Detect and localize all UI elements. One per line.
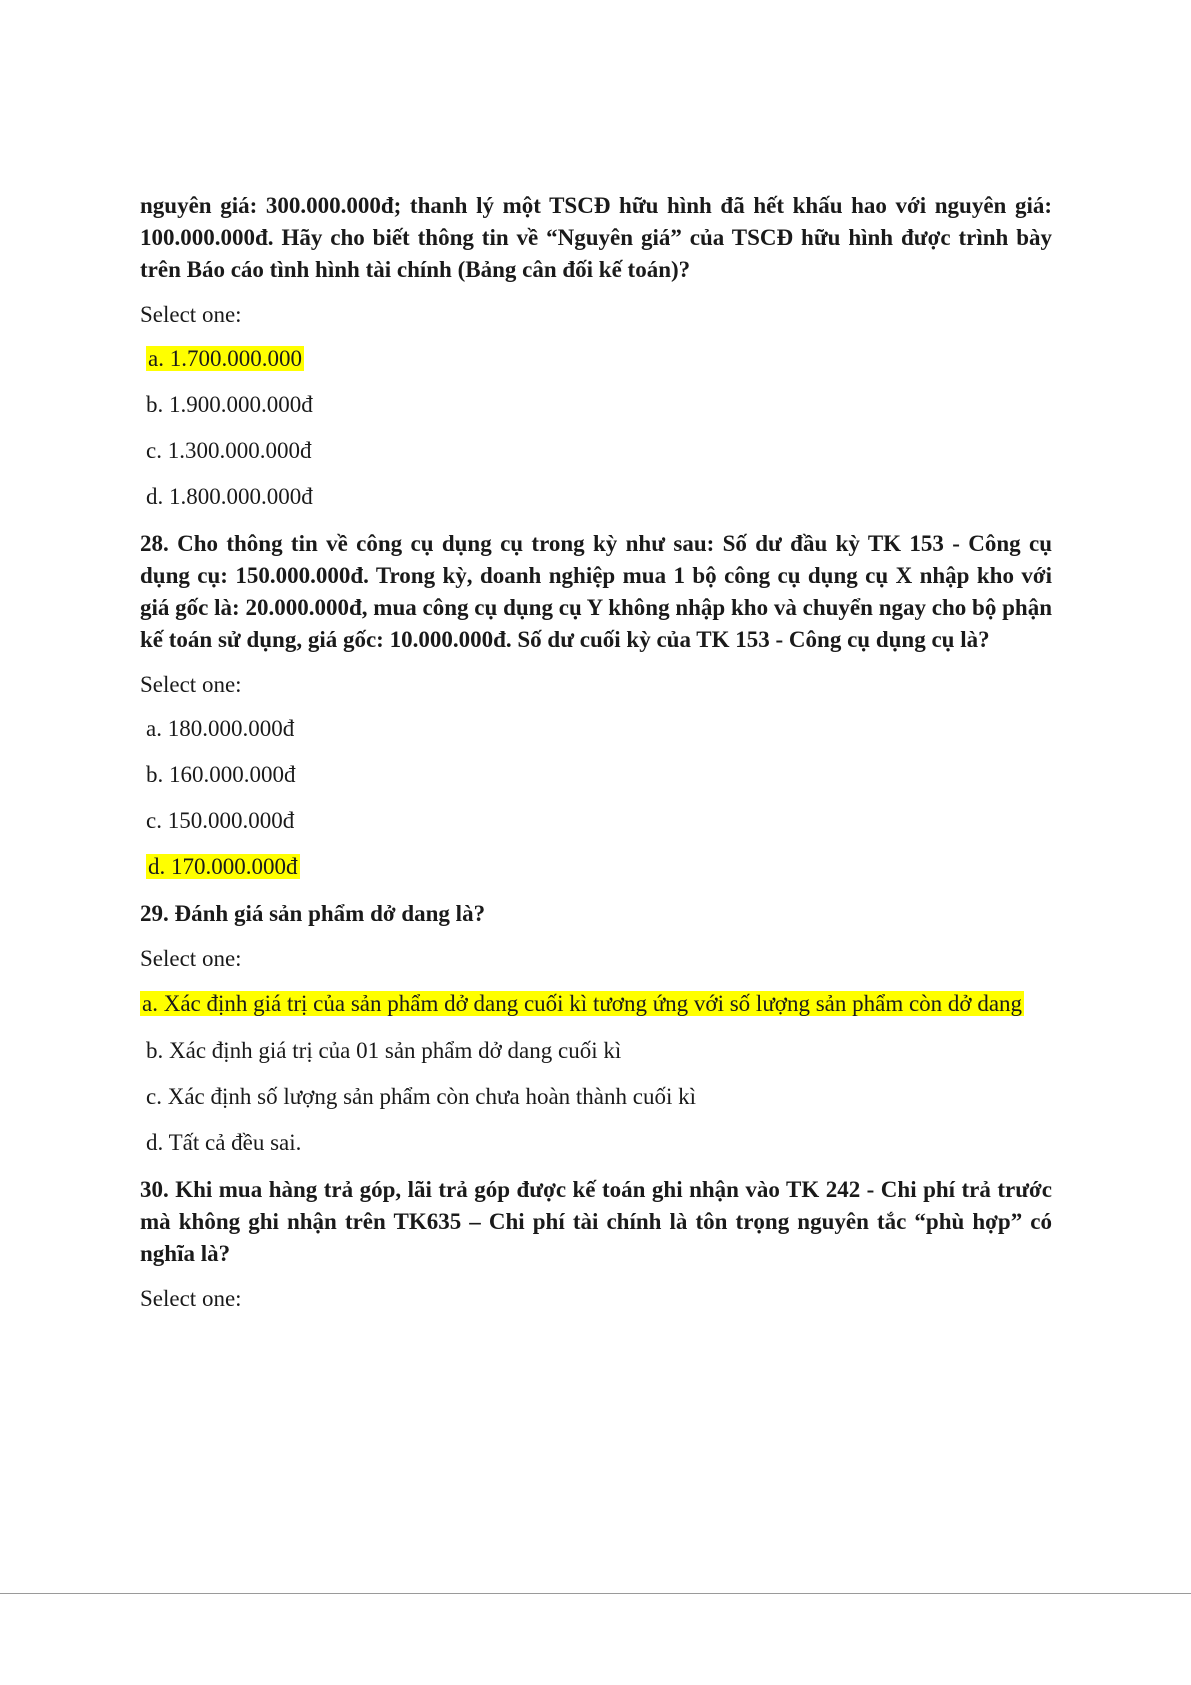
question-28: 28. Cho thông tin về công cụ dụng cụ trong kỳ như sau: Số dư đầu kỳ TK 153 - Công cụ dụng cụ: 150.000.000đ. Trong kỳ, doanh nghiệp mua 1 bộ công cụ dụng cụ X nhập kho với giá gốc là: 20.000.000đ, mua công cụ dụng cụ Y không nhập kho và chuyển ngay cho bộ phận kế toán sử dụng, giá gốc: 10.000.000đ. Số dư cuối kỳ của TK 153 - Công cụ dụng cụ là? [140, 531, 1052, 652]
question-29: 29. Đánh giá sản phẩm dở dang là? [140, 901, 486, 926]
select-one-label: Select one: [140, 946, 242, 971]
select-one-label: Select one: [140, 672, 242, 697]
page-content [140, 190, 1052, 1328]
q29-option-b[interactable]: b. Xác định giá trị của 01 sản phẩm dở dang cuối kì [146, 1038, 622, 1063]
select-one-label: Select one: [140, 1286, 242, 1311]
question-30: 30. Khi mua hàng trả góp, lãi trả góp được kế toán ghi nhận vào TK 242 - Chi phí trả trước mà không ghi nhận trên TK635 – Chi phí tài chính là tôn trọng nguyên tắc “phù hợp” có nghĩa là? [140, 1177, 1052, 1266]
q27-option-a[interactable] [146, 344, 1052, 374]
q27-option-c[interactable]: c. 1.300.000.000đ [146, 438, 312, 463]
answer-highlight: a. 1.700.000.000 [148, 346, 302, 371]
q27-option-b[interactable]: b. 1.900.000.000đ [146, 392, 313, 417]
q28-option-d[interactable] [146, 852, 1052, 882]
select-one-label: Select one: [140, 302, 242, 327]
q29-option-c[interactable]: c. Xác định số lượng sản phẩm còn chưa hoàn thành cuối kì [146, 1084, 696, 1109]
q28-option-c[interactable]: c. 150.000.000đ [146, 808, 295, 833]
q27-option-d[interactable]: d. 1.800.000.000đ [146, 484, 313, 509]
answer-highlight: a. Xác định giá trị của sản phẩm dở dang cuối kì tương ứng với số lượng sản phẩm còn dở dang [142, 991, 1023, 1016]
footer-divider [0, 1593, 1191, 1594]
q29-option-a[interactable] [140, 988, 1052, 1020]
q29-option-d[interactable]: d. Tất cả đều sai. [146, 1130, 302, 1155]
question-27-continued: nguyên giá: 300.000.000đ; thanh lý một TSCĐ hữu hình đã hết khấu hao với nguyên giá: 100.000.000đ. Hãy cho biết thông tin về “Nguyên giá” của TSCĐ hữu hình được trình bày trên Báo cáo tình hình tài chính (Bảng cân đối kế toán)? [140, 193, 1052, 282]
answer-highlight: d. 170.000.000đ [148, 854, 298, 879]
q28-option-b[interactable]: b. 160.000.000đ [146, 762, 296, 787]
q28-option-a[interactable]: a. 180.000.000đ [146, 716, 295, 741]
